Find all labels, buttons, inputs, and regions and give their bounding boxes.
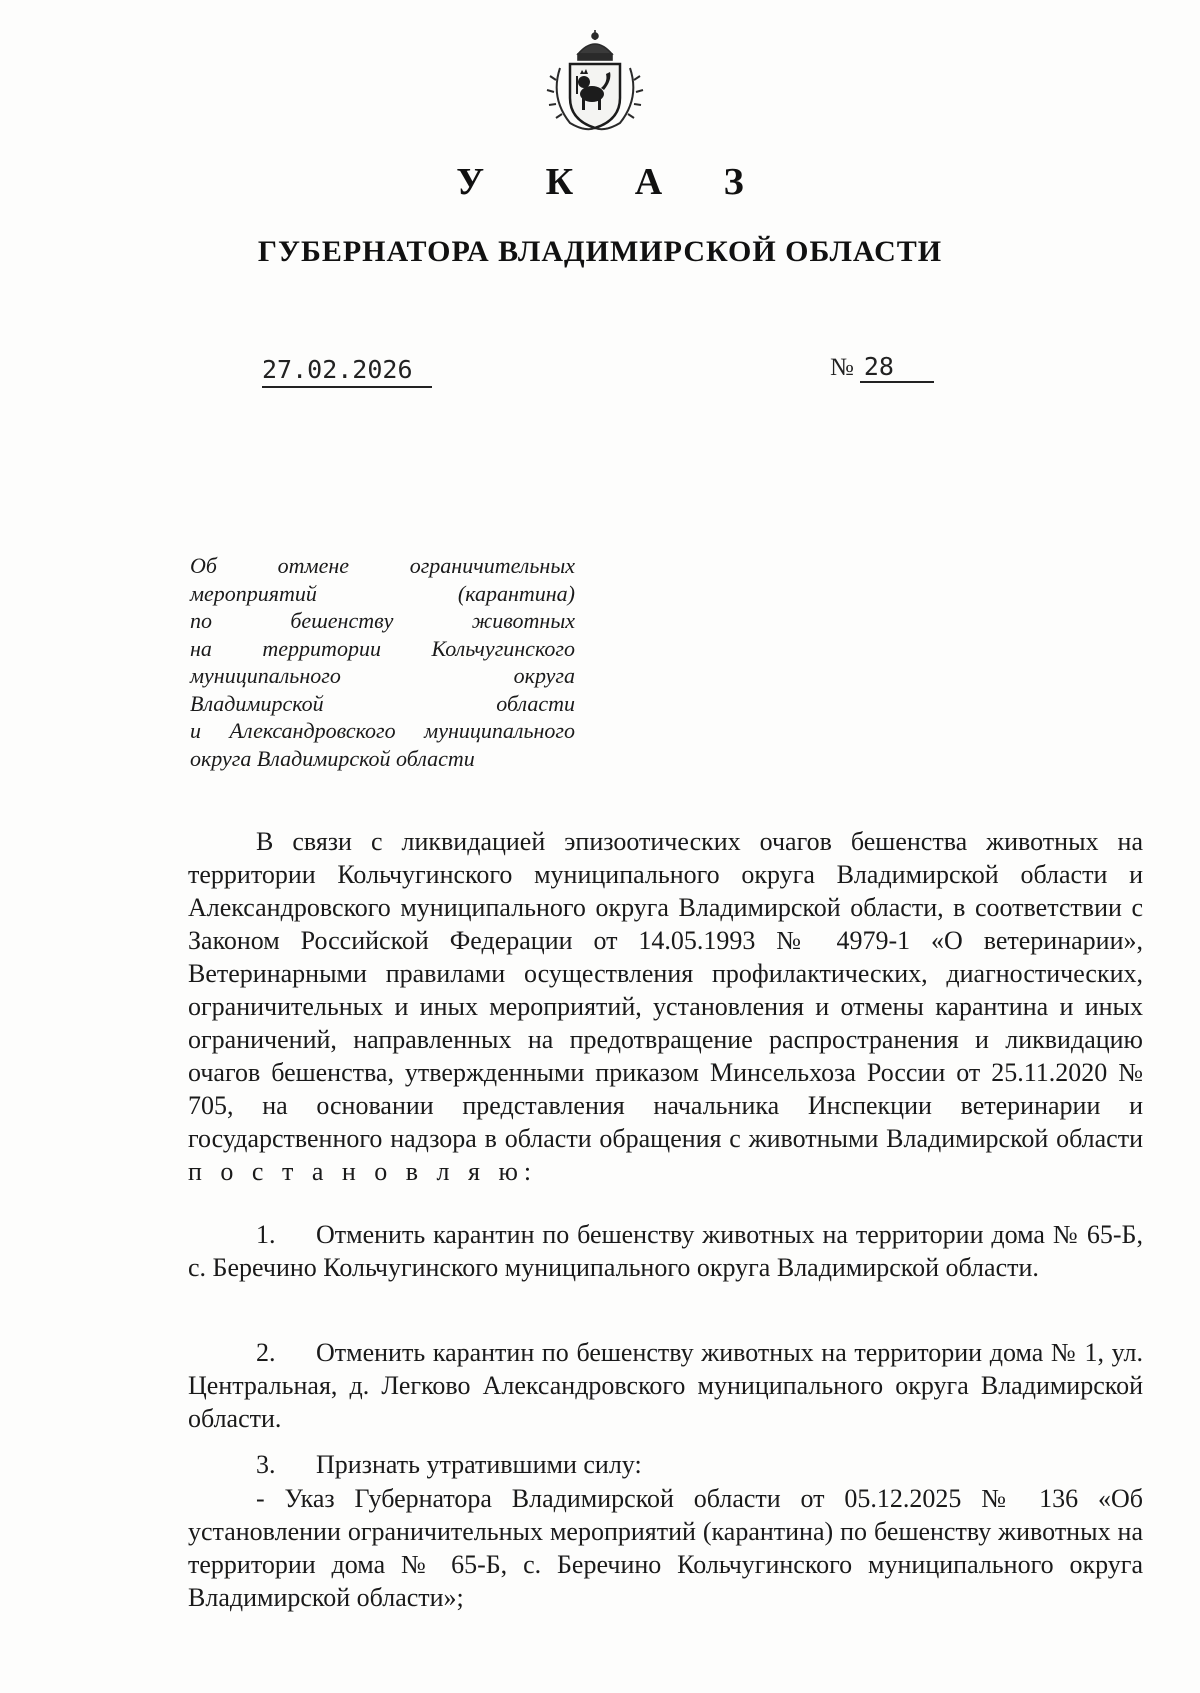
decree-date: 27.02.2026	[262, 355, 432, 388]
decree-word: п о с т а н о в л я ю:	[188, 1157, 538, 1186]
subject-line: мероприятий (карантина)	[190, 580, 575, 606]
decree-item-3-subpoint: - Указ Губернатора Владимирской области от 05.12.2025 № 136 «Об установлении ограничительных мероприятий (карантина) по бешенству животных на территории дома № 65-Б, с. Беречино Кольчугинского муниципального округа Владимирской области»;	[188, 1484, 1143, 1612]
number-sign: №	[830, 354, 854, 381]
subject-line: округа Владимирской области	[190, 745, 475, 771]
decree-subject	[190, 552, 575, 772]
issuing-authority: ГУБЕРНАТОРА ВЛАДИМИРСКОЙ ОБЛАСТИ	[257, 235, 943, 268]
item-text: Отменить карантин по бешенству животных на территории дома № 1, ул. Центральная, д. Легково Александровского муниципального округа Владимирской области.	[188, 1338, 1143, 1433]
document-title: У К А З	[456, 161, 770, 203]
subject-line: муниципального округа	[190, 663, 575, 688]
item-number: 3.	[256, 1450, 276, 1479]
subject-line: Владимирской области	[190, 690, 575, 716]
subject-line: по бешенству животных	[190, 608, 575, 633]
decree-item-2	[188, 1336, 1143, 1435]
decree-item-1	[188, 1218, 1143, 1284]
decree-item-3	[188, 1448, 1143, 1481]
preamble-paragraph	[188, 825, 1143, 1188]
preamble-text: В связи с ликвидацией эпизоотических очагов бешенства животных на территории Кольчугинского муниципального округа Владимирской области и Александровского муниципального округа Владимирской области, в соответствии с Законом Российской Федерации от 14.05.1993 № 4979-1 «О ветеринарии», Ветеринарными правилами осуществления профилактических, диагностических, ограничительных и иных мероприятий, установления и отмены карантина и иных ограничений, направленных на предотвращение распространения и ликвидацию очагов бешенства, утвержденными приказом Минсельхоза России от 25.11.2020 № 705, на основании представления начальника Инспекции ветеринарии и государственного надзора в области обращения с животными Владимирской области	[188, 827, 1143, 1153]
decree-number-block	[830, 352, 934, 383]
decree-number: 28	[860, 352, 934, 383]
item-text: Признать утратившими силу:	[316, 1450, 642, 1479]
item-number: 1.	[256, 1220, 276, 1249]
subject-line: на территории Кольчугинского	[190, 635, 575, 661]
subject-line: и Александровского муниципального	[190, 718, 575, 743]
subject-line: Об отмене ограничительных	[190, 553, 575, 578]
vladimir-oblast-coat-of-arms-icon	[540, 28, 650, 138]
item-text: Отменить карантин по бешенству животных на территории дома № 65-Б, с. Беречино Кольчугинского муниципального округа Владимирской области.	[188, 1220, 1143, 1282]
item-number: 2.	[256, 1338, 276, 1367]
